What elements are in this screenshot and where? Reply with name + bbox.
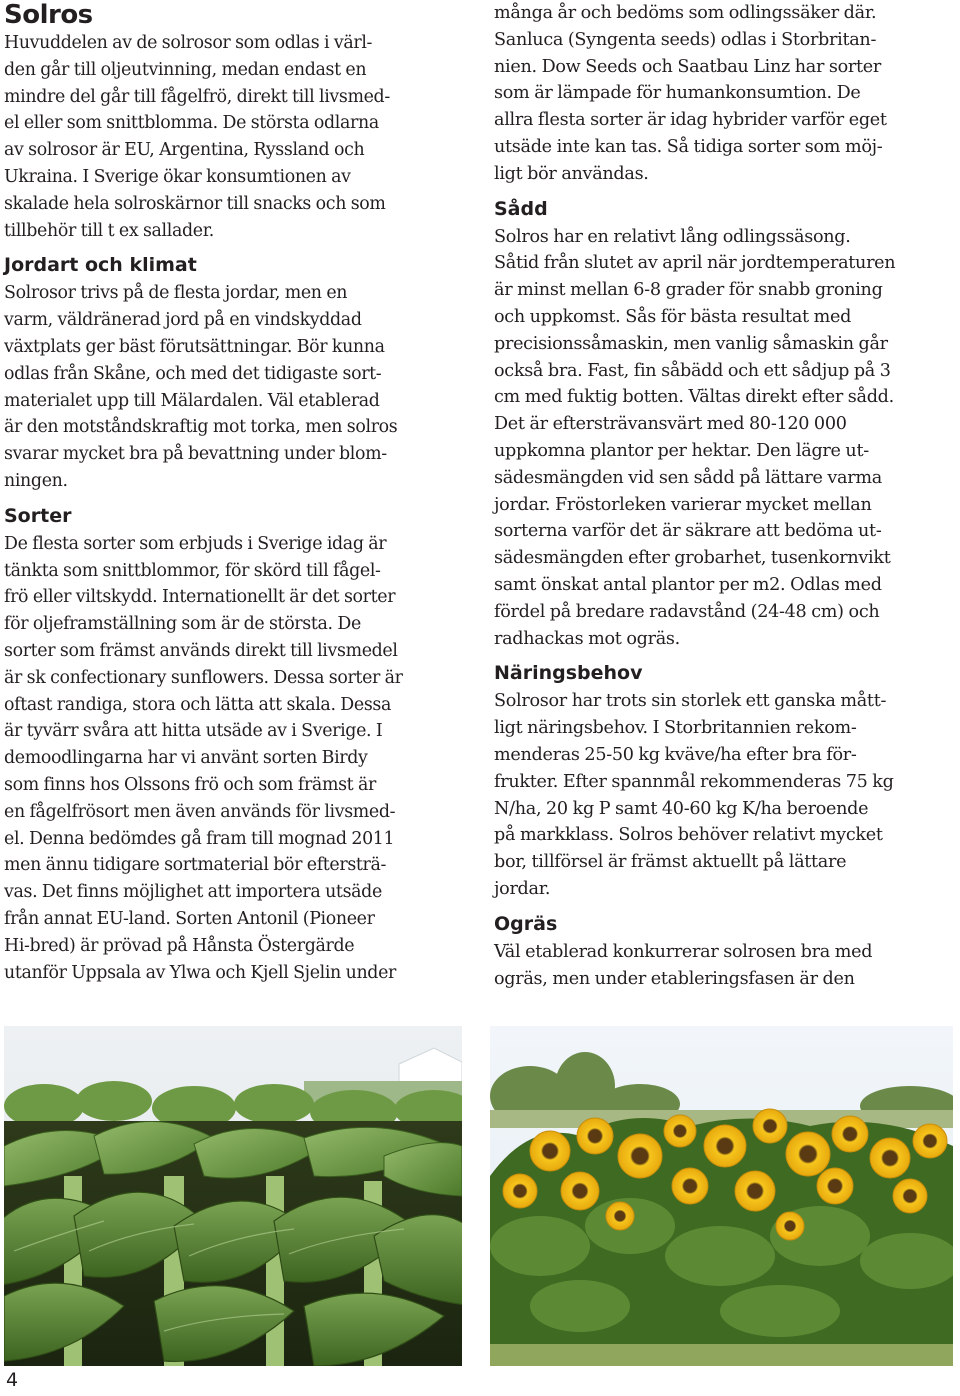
text-line: fördel på bredare radavstånd (24-48 cm) och [494, 601, 880, 622]
text-line: radhackas mot ogräs. [494, 628, 680, 649]
text-line: ningen. [4, 470, 68, 491]
text-line: men ännu tidigare sortmaterial bör eftersträ- [4, 855, 387, 876]
sorter-continued-paragraph [494, 0, 956, 188]
text-line: också bra. Fast, fin såbädd och ett sådjup på 3 [494, 360, 891, 381]
text-line: oftast randiga, stora och lätta att skala. Dessa [4, 694, 392, 715]
text-line: och uppkomst. Sås för bästa resultat med [494, 306, 852, 327]
text-line: mindre del går till fågelfrö, direkt till livsmed- [4, 86, 390, 107]
text-line: bor, tillförsel är främst aktuellt på lättare [494, 852, 847, 873]
text-line: vas. Det finns möjlighet att importera utsäde [4, 882, 382, 903]
text-line: Det är eftersträvansvärt med 80-120 000 [494, 414, 847, 435]
text-line: Huvuddelen av de solrosor som odlas i värl- [4, 33, 373, 53]
text-line: varm, väldränerad jord på en vindskyddad [4, 310, 362, 331]
text-line: precisionssåmaskin, men vanlig såmaskin går [494, 333, 888, 354]
text-line: den går till oljeutvinning, medan endast en [4, 59, 367, 80]
text-line: en fågelfrösort men även används för livsmed- [4, 801, 396, 822]
text-line: utanför Uppsala av Ylwa och Kjell Sjelin under [4, 962, 396, 983]
blooming-sunflowers-photo [490, 1026, 953, 1366]
text-line: många år och bedöms som odlingssäker där. [494, 3, 877, 23]
text-line: materialet upp till Mälardalen. Väl etablerad [4, 390, 380, 411]
text-line: av solrosor är EU, Argentina, Ryssland och [4, 140, 365, 161]
sorter-paragraph [4, 531, 472, 987]
text-line: Hi-bred) är prövad på Hånsta Östergärde [4, 935, 355, 956]
text-line: skalade hela solroskärnor till snacks och som [4, 193, 386, 214]
text-line: ligt näringsbehov. I Storbritannien rekom- [494, 718, 857, 739]
naringsbehov-paragraph [494, 688, 956, 902]
article-title: Solros [4, 0, 93, 30]
text-line: Ukraina. I Sverige ökar konsumtionen av [4, 166, 351, 187]
text-line: Sanluca (Syngenta seeds) odlas i Storbritan- [494, 29, 877, 50]
text-line: odlas från Skåne, och med det tidigaste sort- [4, 363, 382, 384]
text-line: tillbehör till t ex sallader. [4, 220, 214, 241]
heading-naringsbehov: Näringsbehov [494, 662, 643, 685]
text-line: uppkomna plantor per hektar. Den lägre ut- [494, 440, 869, 461]
text-line: på markklass. Solros behöver relativt mycket [494, 825, 883, 846]
text-line: Såtid från slutet av april när jordtemperaturen [494, 253, 896, 274]
text-line: frukter. Efter spannmål rekommenderas 75 kg [494, 771, 894, 792]
text-line: demoodlingarna har vi använt sorten Birdy [4, 748, 368, 769]
intro-paragraph [4, 30, 472, 244]
text-line: är den motståndskraftig mot torka, men solros [4, 417, 398, 438]
text-line: Väl etablerad konkurrerar solrosen bra med [494, 941, 873, 962]
text-line: ligt bör användas. [494, 163, 649, 184]
text-line: är sk confectionary sunflowers. Dessa sorter är [4, 667, 403, 688]
ogras-paragraph [494, 939, 956, 993]
text-line: Solros har en relativt lång odlingssäsong. [494, 226, 851, 247]
text-line: menderas 25-50 kg kväve/ha efter bra för- [494, 744, 857, 765]
text-line: samt önskat antal plantor per m2. Odlas med [494, 574, 882, 595]
sunflower-seedlings-photo [4, 1026, 462, 1366]
text-line: växtplats ger bäst förutsättningar. Bör kunna [4, 336, 385, 357]
text-line: som finns hos Olssons frö och som främst är [4, 774, 376, 795]
sadd-paragraph [494, 224, 956, 653]
text-line: jordar. Fröstorleken varierar mycket mellan [494, 494, 872, 515]
heading-jordart: Jordart och klimat [4, 254, 197, 277]
text-line: från annat EU-land. Sorten Antonil (Pioneer [4, 908, 375, 929]
text-line: är minst mellan 6-8 grader för snabb groning [494, 280, 883, 301]
text-line: De flesta sorter som erbjuds i Sverige idag är [4, 533, 387, 554]
text-line: cm med fuktig botten. Vältas direkt efter sådd. [494, 387, 894, 408]
text-line: för oljeframställning som är de största. De [4, 614, 361, 635]
text-line: frö eller viltskydd. Internationellt är det sorter [4, 587, 396, 608]
text-line: Solrosor har trots sin storlek ett ganska mått- [494, 691, 887, 712]
text-line: nien. Dow Seeds och Saatbau Linz har sorter [494, 56, 881, 77]
left-column [4, 0, 472, 986]
text-line: svarar mycket bra på bevattning under blom- [4, 444, 387, 465]
text-line: som är lämpade för humankonsumtion. De [494, 83, 861, 104]
text-line: Solrosor trivs på de flesta jordar, men en [4, 283, 348, 304]
text-line: utsäde inte kan tas. Så tidiga sorter som möj- [494, 136, 883, 157]
text-line: sorterna varför det är säkrare att bedöma ut- [494, 521, 882, 542]
text-line: allra flesta sorter är idag hybrider varför eget [494, 110, 887, 131]
text-line: el. Denna bedömdes gå fram till mognad 2011 [4, 828, 395, 849]
text-line: el eller som snittblomma. De största odlarna [4, 113, 379, 134]
text-line: sädesmängden efter grobarhet, tusenkornvikt [494, 548, 891, 569]
heading-ogras: Ogräs [494, 912, 558, 935]
text-line: ogräs, men under etableringsfasen är den [494, 968, 855, 989]
text-line: tänkta som snittblommor, för skörd till fågel- [4, 560, 381, 581]
text-line: är tyvärr svåra att hitta utsäde av i Sverige. I [4, 721, 383, 742]
text-line: sädesmängden vid sen sådd på lättare varma [494, 467, 882, 488]
text-line: jordar. [494, 878, 551, 899]
heading-sadd: Sådd [494, 197, 548, 220]
text-line: N/ha, 20 kg P samt 40-60 kg K/ha beroende [494, 798, 869, 819]
page-number: 4 [6, 1369, 19, 1391]
jordart-paragraph [4, 280, 472, 494]
right-column [494, 0, 956, 992]
text-line: sorter som främst används direkt till livsmedel [4, 640, 398, 661]
heading-sorter: Sorter [4, 504, 72, 527]
